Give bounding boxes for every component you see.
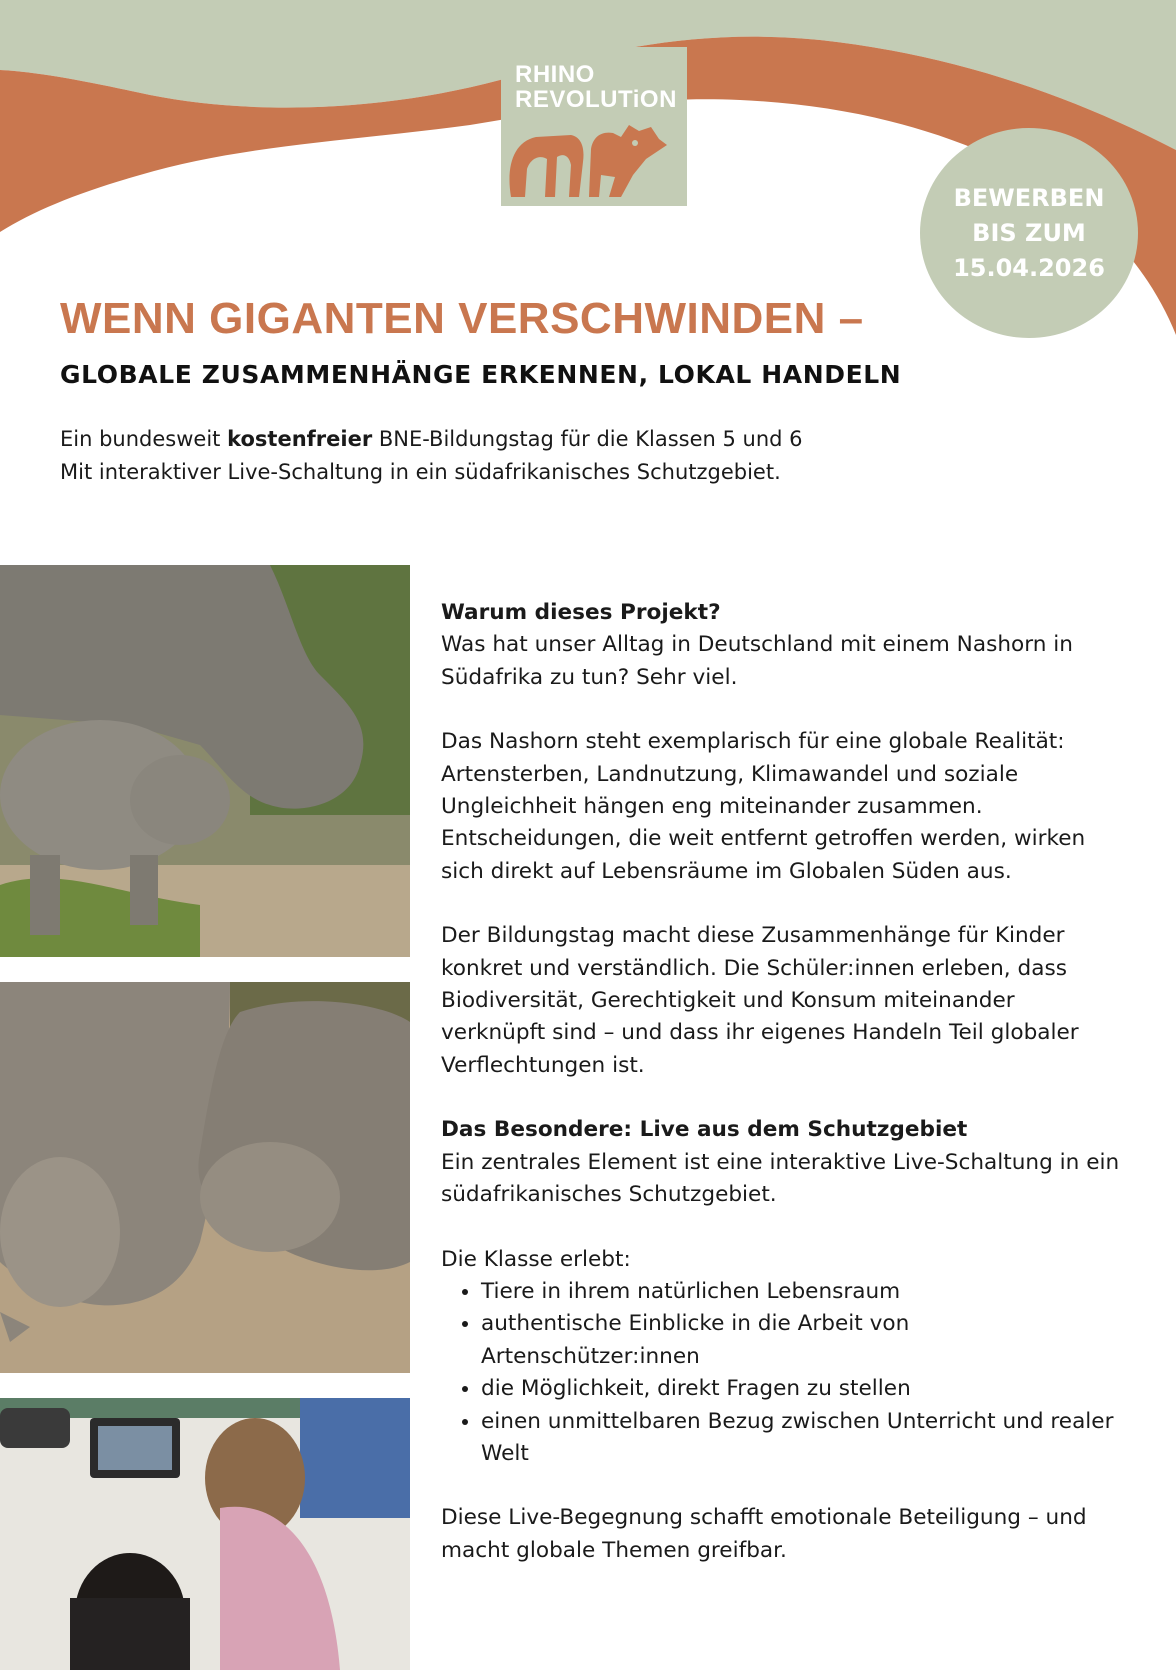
intro-highlight: kostenfreier [227,427,373,451]
photo-rhinos-grazing [0,982,410,1373]
list-item: • authentische Einblicke in die Arbeit von Artenschützer:innen [481,1308,1121,1373]
section-why-paragraph-3: Der Bildungstag macht diese Zusammenhänge für Kinder konkret und verständlich. Die Schüler:innen erleben, dass Biodiversität, Gerechtigkeit und Konsum miteinander verknüpft sind – und dass ihr eigenes Handeln Teil globaler Verflechtungen ist. [441,923,1079,1078]
closing-paragraph: Diese Live-Begegnung schafft emotionale Beteiligung – und macht globale Themen greifbar. [441,1505,1087,1563]
photo-classroom-live-session [0,1398,410,1670]
badge-line-1: BEWERBEN [953,183,1105,212]
list-item: • Tiere in ihrem natürlichen Lebensraum [481,1276,1121,1308]
intro-line-1 [60,423,960,456]
section-special-paragraph: Ein zentrales Element ist eine interaktive Live-Schaltung in ein südafrikanisches Schutzgebiet. [441,1149,1120,1208]
badge-date: 15.04.2026 [953,253,1105,282]
list-intro: Die Klasse erlebt: [441,1246,631,1272]
page-title: WENN GIGANTEN VERSCHWINDEN – [60,294,864,343]
section-heading-special: Das Besondere: Live aus dem Schutzgebiet [441,1117,968,1143]
badge-line-2: BIS ZUM [972,218,1086,247]
intro-line-2: Mit interaktiver Live-Schaltung in ein südafrikanisches Schutzgebiet. [60,460,781,484]
intro-line-1-post: BNE-Bildungstag für die Klassen 5 und 6 [372,427,803,451]
brand-name-line1: RHINO [515,61,595,88]
deadline-badge [920,128,1138,338]
list-item: • einen unmittelbaren Bezug zwischen Unterricht und realer Welt [481,1406,1121,1471]
page-subtitle: GLOBALE ZUSAMMENHÄNGE ERKENNEN, LOKAL HANDELN [60,360,902,389]
brand-name-line2: REVOLUTiON [515,86,677,113]
intro-text [60,423,960,489]
experience-list [441,1276,1121,1470]
main-content [441,597,1121,1599]
list-item: • die Möglichkeit, direkt Fragen zu stellen [481,1373,1121,1405]
brand-logo [501,47,687,206]
section-why-paragraph-2: Das Nashorn steht exemplarisch für eine globale Realität: Artensterben, Landnutzung, Klimawandel und soziale Ungleichheit hängen eng miteinander zusammen. Entscheidungen, die weit entfernt getroffen werden, wirken sich direkt auf Lebensräume im Globalen Süden aus. [441,729,1086,884]
photo-rhino-mother-calf [0,565,410,957]
section-why-paragraph-1: Was hat unser Alltag in Deutschland mit einem Nashorn in Südafrika zu tun? Sehr viel. [441,632,1073,690]
intro-line-1-pre: Ein bundesweit [60,427,228,451]
section-heading-why: Warum dieses Projekt? [441,600,721,625]
